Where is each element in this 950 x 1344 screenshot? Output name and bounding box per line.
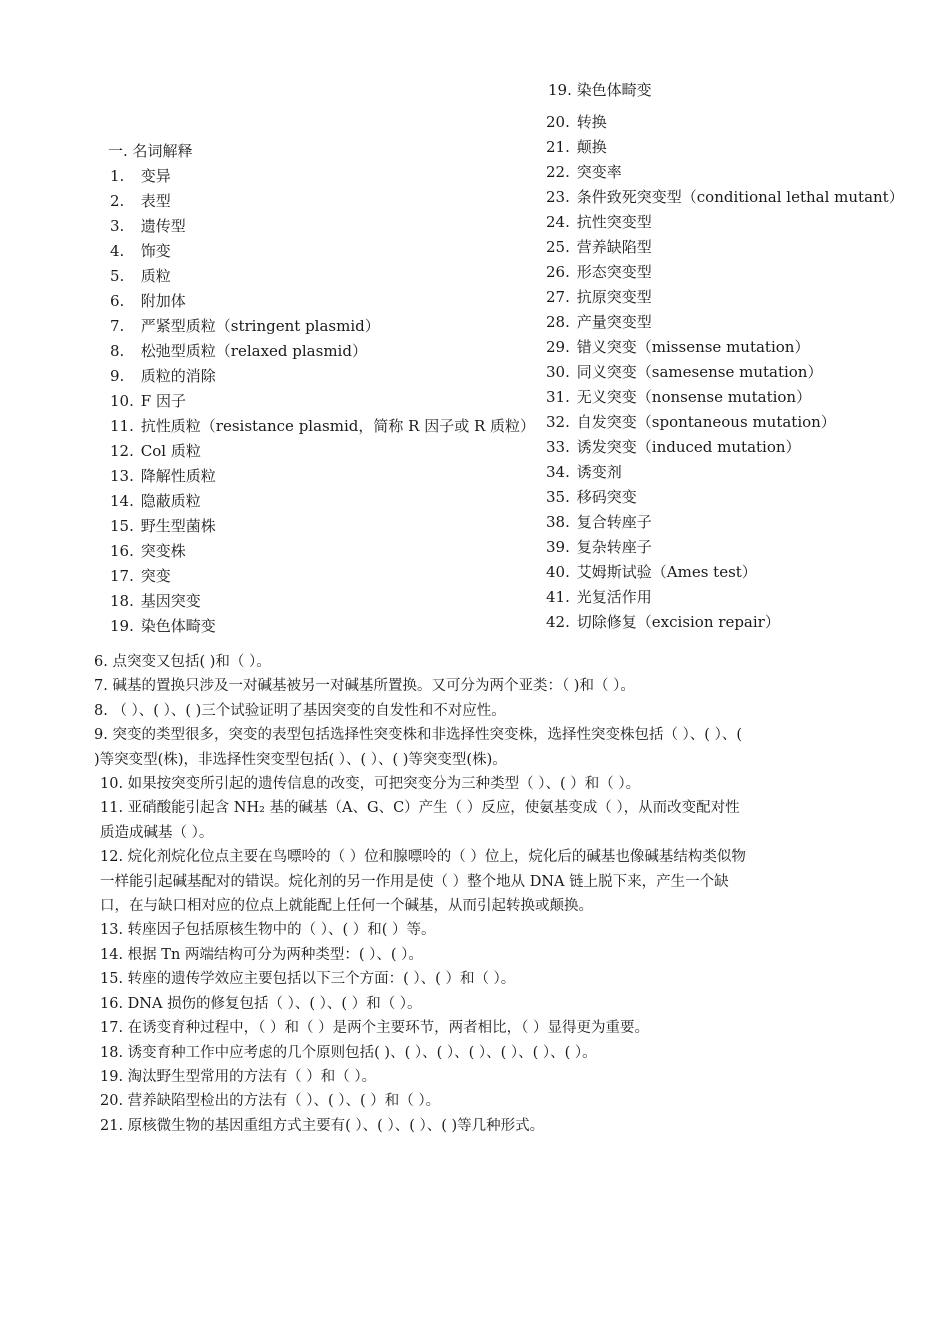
term-item: 41. 光复活作用	[546, 588, 652, 606]
term-item: 30. 同义突变（samesense mutation）	[546, 363, 823, 381]
fill-in-item: 11. 亚硝酸能引起含 NH₂ 基的碱基（A、G、C）产生（ ）反应，使氨基变成（ ），从而改变配对性质造成碱基（ ）。	[100, 800, 740, 841]
term-item: 6. 附加体	[110, 292, 186, 310]
term-item: 12. Col 质粒	[110, 442, 201, 460]
term-item: 19. 染色体畸变	[110, 617, 216, 635]
term-item: 21. 颠换	[546, 138, 607, 156]
term-item: 31. 无义突变（nonsense mutation）	[546, 388, 812, 406]
term-item: 1. 变异	[110, 167, 171, 185]
term-item: 26. 形态突变型	[546, 263, 652, 281]
term-item: 5. 质粒	[110, 267, 171, 285]
term-item: 9. 质粒的消除	[110, 367, 216, 385]
fill-in-item: 9. 突变的类型很多，突变的表型包括选择性突变株和非选择性突变株，选择性突变株包括（ ）、( ）、( )等突变型(株)，非选择性突变型包括( ）、( ）、( )等突变型(株)。	[94, 727, 742, 768]
term-item: 28. 产量突变型	[546, 313, 652, 331]
term-item: 40. 艾姆斯试验（Ames test）	[546, 563, 757, 581]
term-item: 17. 突变	[110, 567, 171, 585]
term-item: 33. 诱发突变（induced mutation）	[546, 438, 801, 456]
term-item: 3. 遗传型	[110, 217, 186, 235]
term-item: 14. 隐蔽质粒	[110, 492, 201, 510]
cut-off-line: 19. 染色体畸变	[548, 81, 652, 99]
fill-in-item: 16. DNA 损伤的修复包括（ ）、( ）、( ）和（ ）。	[100, 995, 422, 1012]
term-item: 10. F 因子	[110, 392, 186, 410]
section-title: 一. 名词解释	[108, 142, 193, 160]
term-item: 25. 营养缺陷型	[546, 238, 652, 256]
term-item: 16. 突变株	[110, 542, 186, 560]
term-item: 23. 条件致死突变型（conditional lethal mutant）	[546, 188, 904, 206]
fill-in-questions	[94, 650, 750, 1138]
fill-in-item: 12. 烷化剂烷化位点主要在鸟嘌呤的（ ）位和腺嘌呤的（ ）位上，烷化后的碱基也像碱基结构类似物一样能引起碱基配对的错误。烷化剂的另一作用是使（ ）整个地从 DNA 链上脱下来，产生一个缺口，在与缺口相对应的位点上就能配上任何一个碱基，从而引起转换或颠换。	[100, 849, 746, 915]
term-item: 11. 抗性质粒（resistance plasmid，简称 R 因子或 R 质粒）	[110, 417, 536, 435]
term-item: 7. 严紧型质粒（stringent plasmid）	[110, 317, 380, 335]
terms-right-column	[546, 110, 904, 635]
term-item: 18. 基因突变	[110, 592, 201, 610]
term-item: 15. 野生型菌株	[110, 517, 216, 535]
term-item: 32. 自发突变（spontaneous mutation）	[546, 413, 836, 431]
term-item: 39. 复杂转座子	[546, 538, 652, 556]
fill-in-item: 17. 在诱变育种过程中，（ ）和（ ）是两个主要环节，两者相比，（ ）显得更为重要。	[100, 1020, 649, 1037]
term-item: 13. 降解性质粒	[110, 467, 216, 485]
term-item: 34. 诱变剂	[546, 463, 622, 481]
fill-in-item: 21. 原核微生物的基因重组方式主要有( ）、( ）、( ）、( )等几种形式。	[100, 1117, 545, 1134]
fill-in-item: 8. （ ）、( ）、( )三个试验证明了基因突变的自发性和不对应性。	[94, 702, 506, 719]
terms-left-column	[110, 139, 535, 639]
fill-in-item: 20. 营养缺陷型检出的方法有（ ）、( ）、( ）和（ ）。	[100, 1093, 441, 1110]
term-item: 20. 转换	[546, 113, 607, 131]
fill-in-item: 14. 根据 Tn 两端结构可分为两种类型：( ）、( ）。	[100, 946, 423, 963]
fill-in-item: 7. 碱基的置换只涉及一对碱基被另一对碱基所置换。又可分为两个亚类：（ )和（ ）。	[94, 678, 635, 695]
term-item: 35. 移码突变	[546, 488, 637, 506]
term-item: 22. 突变率	[546, 163, 622, 181]
term-item: 2. 表型	[110, 192, 171, 210]
term-item: 8. 松弛型质粒（relaxed plasmid）	[110, 342, 367, 360]
term-item: 42. 切除修复（excision repair）	[546, 613, 780, 631]
term-item: 4. 饰变	[110, 242, 171, 260]
fill-in-item: 13. 转座因子包括原核生物中的（ ）、( ）和( ）等。	[100, 922, 436, 939]
term-item: 38. 复合转座子	[546, 513, 652, 531]
term-item: 27. 抗原突变型	[546, 288, 652, 306]
fill-in-item: 6. 点突变又包括( )和（ ）。	[94, 654, 271, 670]
term-item: 24. 抗性突变型	[546, 213, 652, 231]
fill-in-item: 15. 转座的遗传学效应主要包括以下三个方面：( ）、( ）和（ ）。	[100, 971, 516, 988]
fill-in-item: 18. 诱变育种工作中应考虑的几个原则包括( )、( ）、( ）、( ）、( ）、( ）、( ）。	[100, 1044, 597, 1061]
fill-in-item: 19. 淘汰野生型常用的方法有（ ）和（ ）。	[100, 1068, 377, 1085]
fill-in-item: 10. 如果按突变所引起的遗传信息的改变，可把突变分为三种类型（ ）、( ）和（ ）。	[100, 776, 641, 793]
term-item: 29. 错义突变（missense mutation）	[546, 338, 810, 356]
